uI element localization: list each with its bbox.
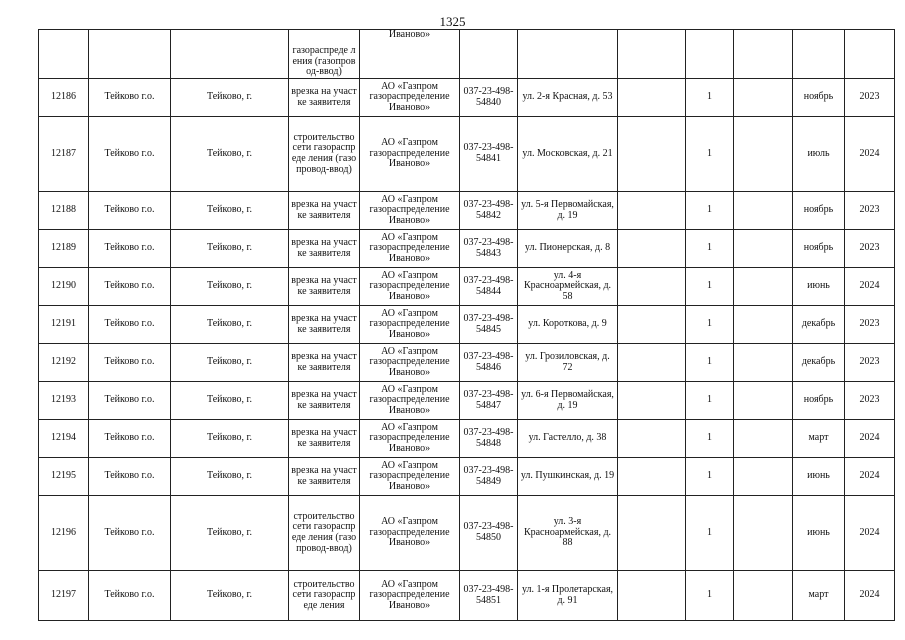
record-id-cell: 12191 — [39, 306, 89, 344]
record-id-cell: 12188 — [39, 192, 89, 230]
municipality-cell: Тейково г.о. — [89, 420, 171, 458]
table-row — [39, 420, 895, 458]
empty-cell — [618, 344, 686, 382]
organization-cell: АО «Газпром газораспределение Иваново» — [360, 571, 460, 621]
table-row — [39, 382, 895, 420]
address-cell: ул. Пионерская, д. 8 — [518, 230, 618, 268]
count-cell: 1 — [686, 192, 734, 230]
registry-code-cell: 037-23-498-54848 — [460, 420, 518, 458]
page-number: 1325 — [439, 14, 466, 29]
empty-cell — [734, 192, 793, 230]
empty-cell — [618, 458, 686, 496]
month-cell: ноябрь — [793, 192, 845, 230]
table-row — [39, 344, 895, 382]
record-id-cell: 12187 — [39, 117, 89, 192]
registry-code-cell: 037-23-498-54840 — [460, 79, 518, 117]
empty-cell — [518, 30, 618, 79]
registry-code-cell: 037-23-498-54850 — [460, 496, 518, 571]
count-cell: 1 — [686, 382, 734, 420]
municipality-cell: Тейково г.о. — [89, 382, 171, 420]
count-cell: 1 — [686, 306, 734, 344]
empty-cell — [618, 382, 686, 420]
year-cell: 2024 — [845, 458, 895, 496]
record-id-cell: 12189 — [39, 230, 89, 268]
year-cell: 2024 — [845, 420, 895, 458]
empty-cell — [171, 30, 289, 79]
record-id-cell: 12190 — [39, 268, 89, 306]
empty-cell — [618, 192, 686, 230]
table-row — [39, 230, 895, 268]
empty-cell — [734, 571, 793, 621]
month-cell: июнь — [793, 458, 845, 496]
registry-code-cell: 037-23-498-54849 — [460, 458, 518, 496]
registry-code-cell: 037-23-498-54841 — [460, 117, 518, 192]
year-cell: 2023 — [845, 344, 895, 382]
empty-cell — [793, 30, 845, 79]
year-cell: 2023 — [845, 382, 895, 420]
empty-cell — [618, 420, 686, 458]
organization-cell: АО «Газпром газораспределение Иваново» — [360, 230, 460, 268]
address-cell: ул. 1-я Пролетарская, д. 91 — [518, 571, 618, 621]
empty-cell — [618, 30, 686, 79]
record-id-cell: 12195 — [39, 458, 89, 496]
municipality-cell: Тейково г.о. — [89, 117, 171, 192]
empty-cell — [734, 458, 793, 496]
organization-cell: АО «Газпром газораспределение Иваново» — [360, 117, 460, 192]
organization-cell: АО «Газпром газораспределение Иваново» — [360, 420, 460, 458]
address-cell: ул. 6-я Первомайская, д. 19 — [518, 382, 618, 420]
registry-code-cell: 037-23-498-54842 — [460, 192, 518, 230]
empty-cell — [734, 30, 793, 79]
year-cell: 2023 — [845, 79, 895, 117]
settlement-cell: Тейково, г. — [171, 571, 289, 621]
organization-cell: АО «Газпром газораспределение Иваново» — [360, 496, 460, 571]
organization-cell: АО «Газпром газораспределение Иваново» — [360, 458, 460, 496]
month-cell: июнь — [793, 496, 845, 571]
year-cell: 2024 — [845, 571, 895, 621]
count-cell: 1 — [686, 458, 734, 496]
settlement-cell: Тейково, г. — [171, 306, 289, 344]
work-type-cell: строительство сети газораспреде ления — [289, 571, 360, 621]
table-row — [39, 571, 895, 621]
work-type-cell: строительство сети газораспреде ления (газопровод-ввод) — [289, 117, 360, 192]
work-type-cell: врезка на участке заявителя — [289, 420, 360, 458]
empty-cell — [618, 79, 686, 117]
record-id-cell: 12186 — [39, 79, 89, 117]
empty-cell — [845, 30, 895, 79]
count-cell: 1 — [686, 420, 734, 458]
settlement-cell: Тейково, г. — [171, 458, 289, 496]
address-cell: ул. 2-я Красная, д. 53 — [518, 79, 618, 117]
record-id-cell: 12192 — [39, 344, 89, 382]
empty-cell — [734, 344, 793, 382]
table-row — [39, 268, 895, 306]
year-cell: 2023 — [845, 192, 895, 230]
organization-cell: АО «Газпром газораспределение Иваново» — [360, 382, 460, 420]
registry-code-cell: 037-23-498-54847 — [460, 382, 518, 420]
registry-code-cell: 037-23-498-54843 — [460, 230, 518, 268]
month-cell: ноябрь — [793, 230, 845, 268]
empty-cell — [734, 268, 793, 306]
count-cell: 1 — [686, 79, 734, 117]
organization-cell: Иваново» — [360, 30, 460, 79]
work-type-cell: врезка на участке заявителя — [289, 382, 360, 420]
count-cell: 1 — [686, 571, 734, 621]
count-cell: 1 — [686, 268, 734, 306]
month-cell: ноябрь — [793, 79, 845, 117]
organization-cell: АО «Газпром газораспределение Иваново» — [360, 268, 460, 306]
empty-cell — [618, 268, 686, 306]
address-cell: ул. Московская, д. 21 — [518, 117, 618, 192]
count-cell: 1 — [686, 230, 734, 268]
address-cell: ул. Грозиловская, д. 72 — [518, 344, 618, 382]
empty-cell — [686, 30, 734, 79]
registry-code-cell: 037-23-498-54845 — [460, 306, 518, 344]
address-cell: ул. Гастелло, д. 38 — [518, 420, 618, 458]
address-cell: ул. 4-я Красноармейская, д. 58 — [518, 268, 618, 306]
work-type-cell: врезка на участке заявителя — [289, 458, 360, 496]
municipality-cell: Тейково г.о. — [89, 306, 171, 344]
gas-connection-table — [38, 29, 895, 621]
record-id-cell: 12197 — [39, 571, 89, 621]
year-cell: 2023 — [845, 306, 895, 344]
month-cell: март — [793, 571, 845, 621]
work-type-cell: газораспреде ления (газопровод-ввод) — [289, 30, 360, 79]
empty-cell — [618, 306, 686, 344]
address-cell: ул. 5-я Первомайская, д. 19 — [518, 192, 618, 230]
record-id-cell: 12193 — [39, 382, 89, 420]
work-type-cell: врезка на участке заявителя — [289, 230, 360, 268]
month-cell: ноябрь — [793, 382, 845, 420]
year-cell: 2024 — [845, 496, 895, 571]
work-type-cell: строительство сети газораспреде ления (газопровод-ввод) — [289, 496, 360, 571]
month-cell: март — [793, 420, 845, 458]
count-cell: 1 — [686, 496, 734, 571]
settlement-cell: Тейково, г. — [171, 496, 289, 571]
settlement-cell: Тейково, г. — [171, 192, 289, 230]
work-type-cell: врезка на участке заявителя — [289, 79, 360, 117]
municipality-cell: Тейково г.о. — [89, 268, 171, 306]
settlement-cell: Тейково, г. — [171, 382, 289, 420]
empty-cell — [89, 30, 171, 79]
year-cell: 2024 — [845, 268, 895, 306]
registry-code-cell: 037-23-498-54844 — [460, 268, 518, 306]
work-type-cell: врезка на участке заявителя — [289, 306, 360, 344]
count-cell: 1 — [686, 117, 734, 192]
table-row — [39, 117, 895, 192]
empty-cell — [734, 496, 793, 571]
organization-cell: АО «Газпром газораспределение Иваново» — [360, 344, 460, 382]
empty-cell — [618, 571, 686, 621]
empty-cell — [734, 306, 793, 344]
year-cell: 2023 — [845, 230, 895, 268]
settlement-cell: Тейково, г. — [171, 268, 289, 306]
empty-cell — [39, 30, 89, 79]
address-cell: ул. Пушкинская, д. 19 — [518, 458, 618, 496]
month-cell: декабрь — [793, 306, 845, 344]
municipality-cell: Тейково г.о. — [89, 458, 171, 496]
settlement-cell: Тейково, г. — [171, 79, 289, 117]
settlement-cell: Тейково, г. — [171, 420, 289, 458]
address-cell: ул. Короткова, д. 9 — [518, 306, 618, 344]
work-type-cell: врезка на участке заявителя — [289, 344, 360, 382]
organization-cell: АО «Газпром газораспределение Иваново» — [360, 79, 460, 117]
empty-cell — [734, 117, 793, 192]
municipality-cell: Тейково г.о. — [89, 192, 171, 230]
month-cell: июль — [793, 117, 845, 192]
continuation-row — [39, 30, 895, 79]
month-cell: декабрь — [793, 344, 845, 382]
empty-cell — [734, 230, 793, 268]
settlement-cell: Тейково, г. — [171, 230, 289, 268]
record-id-cell: 12194 — [39, 420, 89, 458]
address-cell: ул. 3-я Красноармейская, д. 88 — [518, 496, 618, 571]
municipality-cell: Тейково г.о. — [89, 79, 171, 117]
empty-cell — [618, 230, 686, 268]
empty-cell — [618, 117, 686, 192]
municipality-cell: Тейково г.о. — [89, 571, 171, 621]
municipality-cell: Тейково г.о. — [89, 230, 171, 268]
work-type-cell: врезка на участке заявителя — [289, 192, 360, 230]
month-cell: июнь — [793, 268, 845, 306]
table-body — [39, 30, 895, 621]
registry-code-cell: 037-23-498-54846 — [460, 344, 518, 382]
record-id-cell: 12196 — [39, 496, 89, 571]
table-row — [39, 79, 895, 117]
empty-cell — [734, 79, 793, 117]
empty-cell — [734, 420, 793, 458]
work-type-cell: врезка на участке заявителя — [289, 268, 360, 306]
empty-cell — [460, 30, 518, 79]
table-row — [39, 496, 895, 571]
empty-cell — [618, 496, 686, 571]
organization-cell: АО «Газпром газораспределение Иваново» — [360, 192, 460, 230]
registry-code-cell: 037-23-498-54851 — [460, 571, 518, 621]
municipality-cell: Тейково г.о. — [89, 496, 171, 571]
count-cell: 1 — [686, 344, 734, 382]
municipality-cell: Тейково г.о. — [89, 344, 171, 382]
empty-cell — [734, 382, 793, 420]
table-row — [39, 306, 895, 344]
table-row — [39, 458, 895, 496]
settlement-cell: Тейково, г. — [171, 117, 289, 192]
settlement-cell: Тейково, г. — [171, 344, 289, 382]
table-row — [39, 192, 895, 230]
organization-cell: АО «Газпром газораспределение Иваново» — [360, 306, 460, 344]
year-cell: 2024 — [845, 117, 895, 192]
